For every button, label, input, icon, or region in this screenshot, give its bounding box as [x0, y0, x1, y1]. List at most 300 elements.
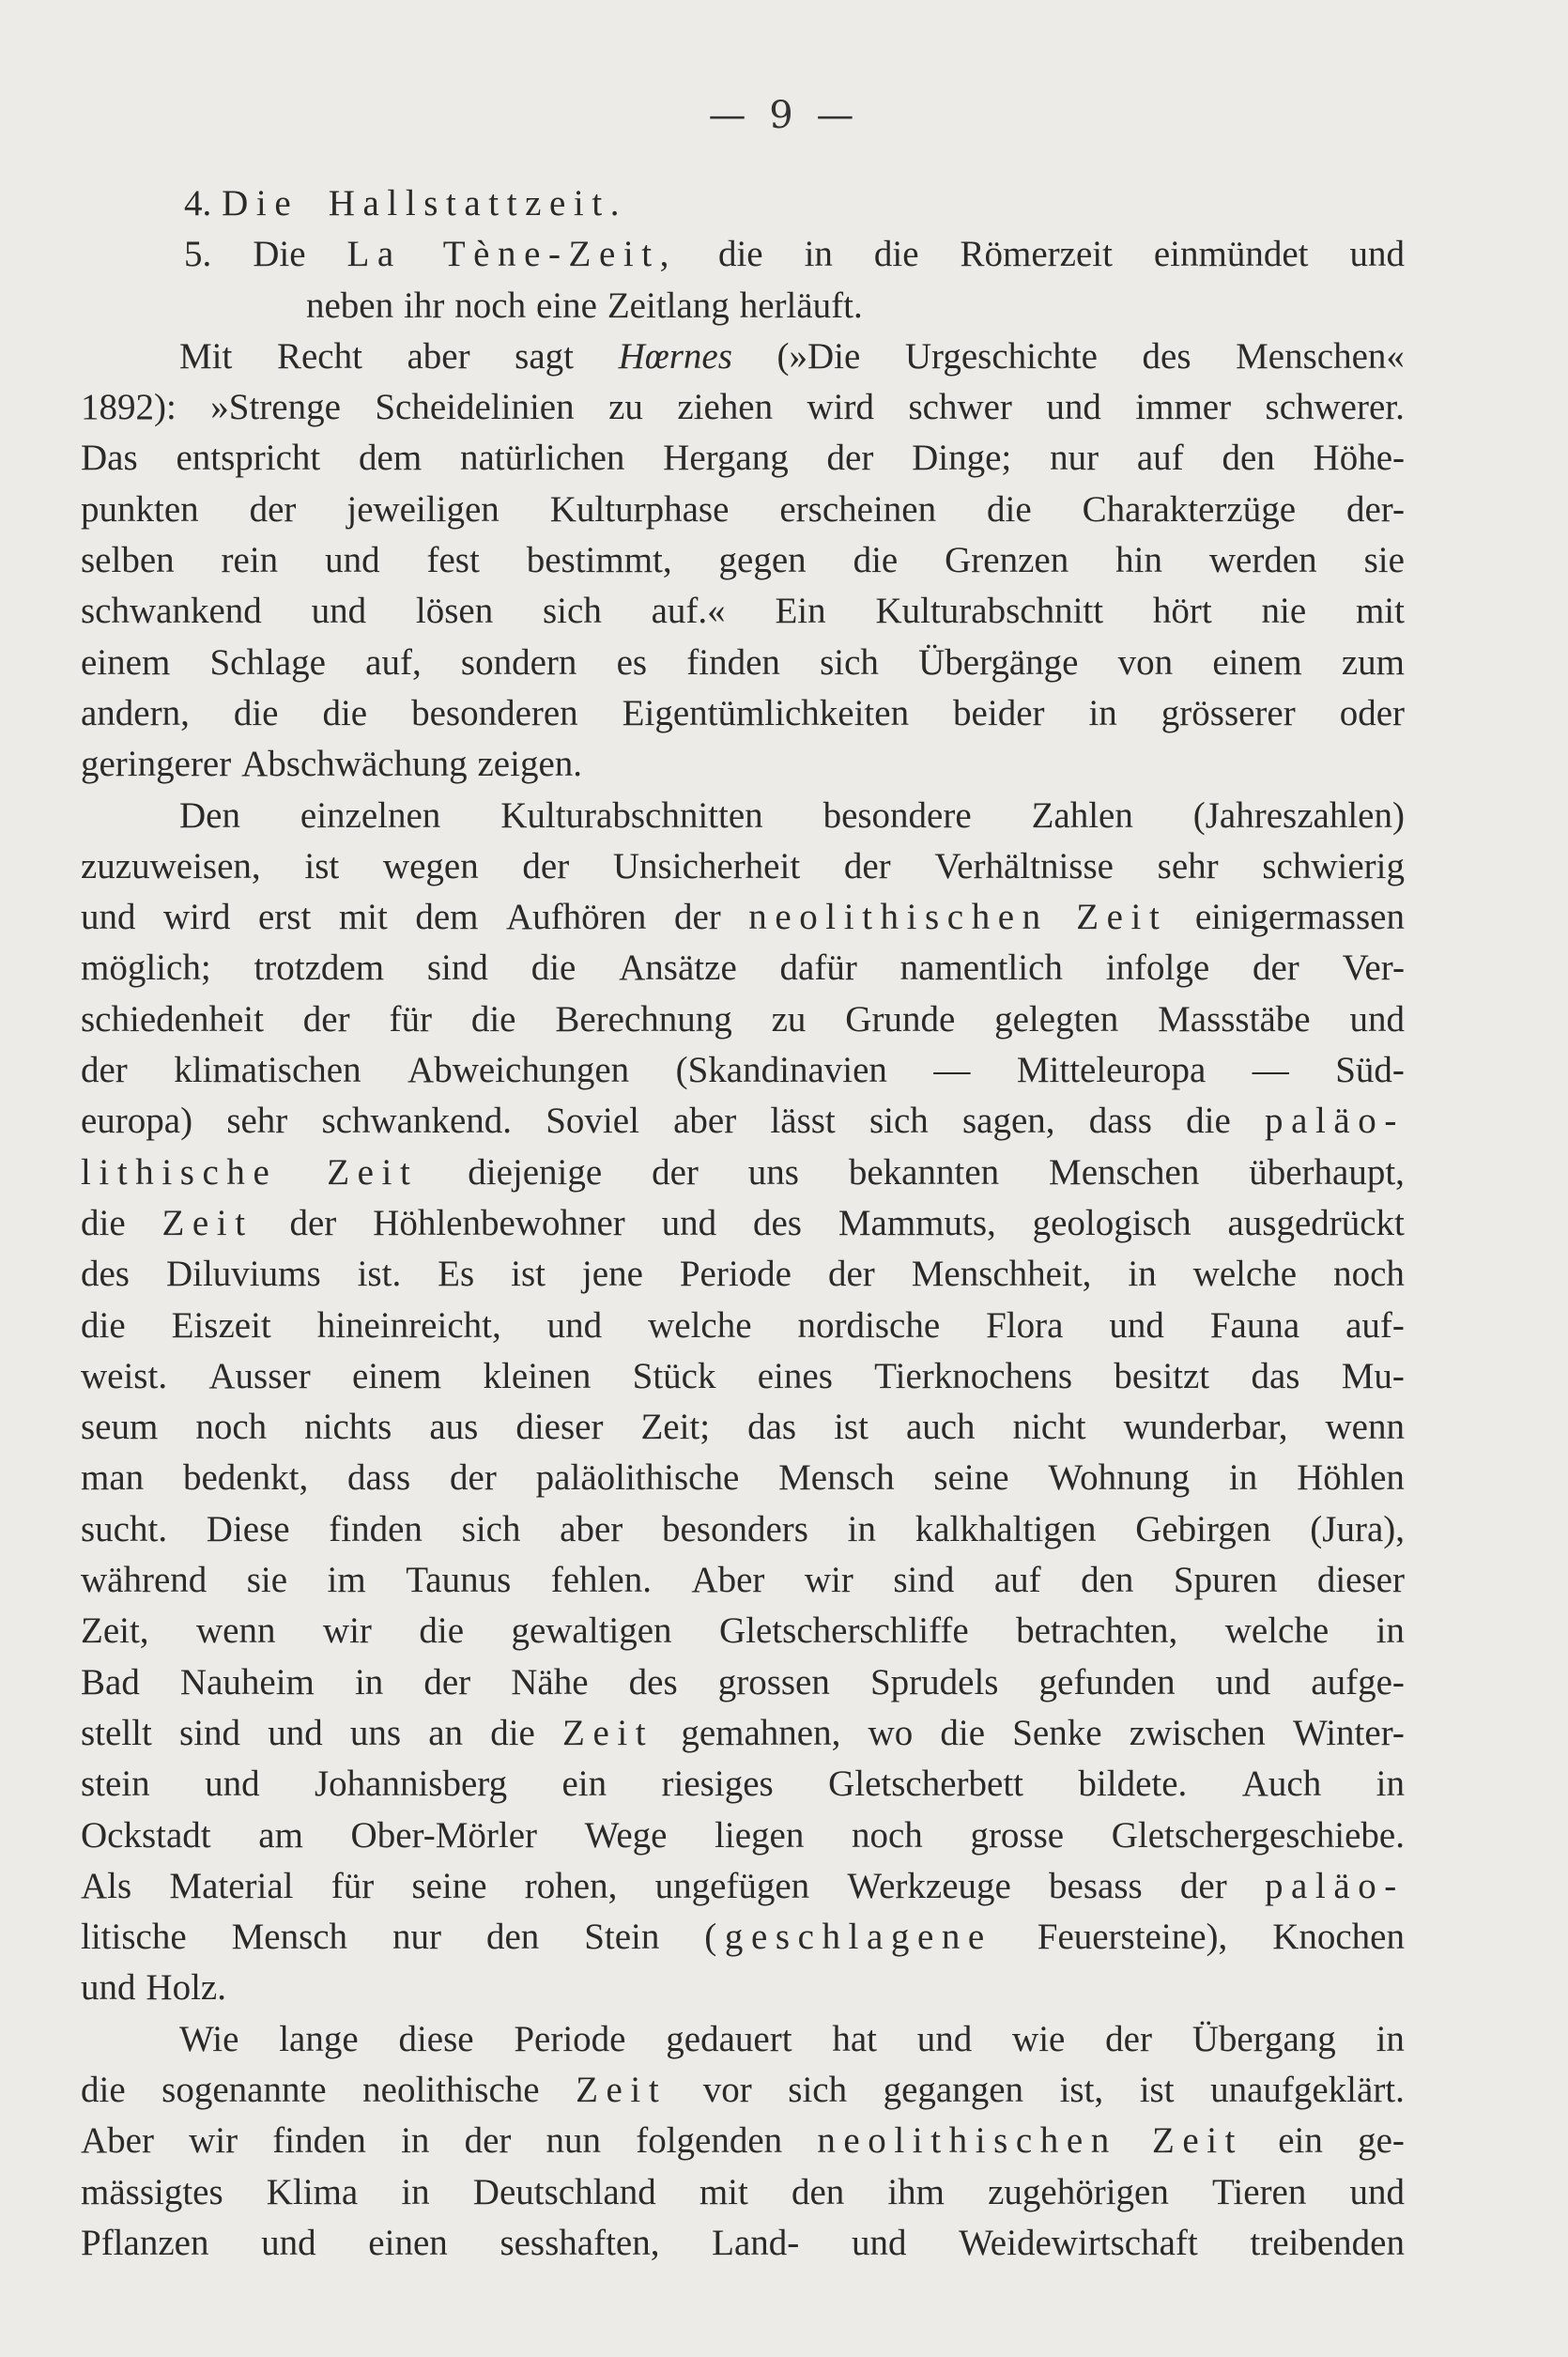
word: nur	[392, 1917, 441, 1958]
word: ziehen	[677, 387, 774, 428]
word: (Jahreszahlen)	[1192, 794, 1405, 836]
word: nie	[1261, 591, 1307, 632]
word: dem	[359, 438, 423, 479]
word: schiedenheit	[81, 998, 264, 1040]
word: Zeit;	[640, 1407, 711, 1448]
word: Berechnung	[555, 998, 732, 1040]
word: Höhlen	[1297, 1457, 1405, 1499]
word: Stück	[632, 1355, 716, 1396]
word: die	[873, 234, 919, 275]
text-line	[81, 2065, 1405, 2116]
word: den	[485, 1917, 540, 1958]
word: besitzt	[1114, 1355, 1210, 1396]
word: noch	[852, 1814, 923, 1856]
word: noch	[1333, 1254, 1405, 1295]
text-line	[81, 638, 1405, 688]
word: in	[847, 1508, 876, 1549]
word: grösserer	[1161, 692, 1296, 733]
text-line	[81, 1148, 1405, 1198]
word: Zeit	[327, 1151, 419, 1193]
word: Periode	[679, 1254, 792, 1295]
word: Wege	[584, 1814, 668, 1856]
word: Land-	[712, 2222, 800, 2263]
word: Kulturabschnitten	[500, 794, 763, 836]
word: Scheidelinien	[375, 387, 575, 428]
word: 5.	[184, 234, 212, 275]
word: auf	[1136, 438, 1184, 479]
word: schwer	[908, 387, 1012, 428]
word: Eigentümlichkeiten	[622, 692, 910, 733]
word: welche	[1224, 1610, 1330, 1652]
text-line	[81, 1402, 1405, 1453]
word: Abweichungen	[407, 1050, 630, 1091]
word: ihm	[887, 2171, 945, 2212]
word: Holz.	[146, 1967, 226, 2009]
word: überhaupt,	[1249, 1151, 1405, 1193]
word: Höhlenbewohner	[373, 1202, 625, 1243]
word: Eiszeit	[171, 1304, 271, 1346]
word: Senke	[1012, 1712, 1102, 1753]
word: der	[81, 1050, 128, 1091]
word: neben	[306, 285, 394, 326]
word: Pflanzen	[81, 2222, 209, 2263]
word: Spuren	[1173, 1560, 1278, 1601]
text-line	[81, 841, 1405, 892]
word: am	[258, 1814, 303, 1856]
word: auf,	[365, 641, 422, 683]
word: Winter-	[1292, 1712, 1405, 1753]
word: rein	[221, 540, 279, 581]
text-line	[81, 281, 1405, 331]
word: neolithische	[362, 2069, 540, 2110]
word: an	[428, 1712, 464, 1753]
word: Hallstattzeit.	[328, 183, 628, 223]
word: finden	[272, 2120, 366, 2162]
word: herläuft.	[739, 285, 863, 326]
word: schwerer.	[1265, 387, 1405, 428]
word: fehlen.	[550, 1560, 652, 1601]
text-line	[81, 2218, 1405, 2269]
word: Diluviums	[165, 1254, 321, 1295]
word: Knochen	[1272, 1917, 1405, 1958]
word: Menschheit,	[911, 1254, 1092, 1295]
word: in	[1088, 692, 1117, 733]
word: einem	[81, 641, 171, 683]
text-line	[81, 586, 1405, 637]
text-line	[81, 229, 1405, 280]
word: andern,	[81, 692, 190, 733]
word: hat	[832, 2018, 877, 2059]
word: Mammuts,	[838, 1202, 996, 1243]
word: den	[1081, 1560, 1134, 1601]
word: wir	[189, 2120, 238, 2162]
word: immer	[1135, 387, 1232, 428]
word: Unsicherheit	[612, 845, 801, 886]
word: gewaltigen	[511, 1610, 672, 1652]
word: schwankend	[81, 591, 262, 632]
word: und	[81, 1967, 136, 2009]
word: die	[940, 1712, 986, 1753]
word: wo	[868, 1712, 914, 1753]
word: der-	[1345, 488, 1405, 530]
word: ist	[1139, 2069, 1175, 2110]
word: ihr	[404, 285, 445, 326]
word: das	[747, 1407, 797, 1448]
word: mit	[338, 897, 388, 938]
word: nicht	[1012, 1407, 1086, 1448]
word: schwankend.	[321, 1101, 513, 1142]
word: Übergänge	[918, 641, 1079, 683]
word: Zeit	[161, 1202, 254, 1243]
word: sie	[246, 1560, 288, 1601]
word: (geschlagene	[704, 1917, 992, 1958]
word: und	[81, 897, 136, 938]
word: Gebirgen	[1135, 1508, 1271, 1549]
word: betrachten,	[1016, 1610, 1178, 1652]
word: die	[233, 692, 279, 733]
word: die	[717, 234, 763, 275]
word: besonderen	[411, 692, 578, 733]
word: uns	[747, 1151, 799, 1193]
word: der	[423, 1661, 471, 1702]
word: paläo-	[1265, 1101, 1405, 1142]
word: Urgeschichte	[904, 335, 1098, 377]
word: das	[1251, 1355, 1300, 1396]
word: Wie	[179, 2018, 239, 2059]
word: eine	[535, 285, 597, 326]
text-line	[81, 535, 1405, 586]
word: in	[354, 1661, 384, 1702]
word: besonders	[661, 1508, 808, 1549]
word: grosse	[970, 1814, 1065, 1856]
word: gefunden	[1038, 1661, 1176, 1702]
word: auf.«	[651, 591, 726, 632]
text-line	[81, 1198, 1405, 1249]
word: der	[1105, 2018, 1152, 2059]
word: ausgedrückt	[1227, 1202, 1405, 1243]
word: Zeit	[576, 2069, 668, 2110]
word: wird	[807, 387, 875, 428]
word: bekannten	[848, 1151, 1000, 1193]
word: Mensch	[778, 1457, 895, 1499]
word: in	[401, 2171, 430, 2212]
word: ein	[561, 1764, 607, 1805]
text-line	[81, 1555, 1405, 1606]
word: finden	[686, 641, 780, 683]
word: unaufgeklärt.	[1210, 2069, 1405, 2110]
word: vor	[702, 2069, 752, 2110]
word: und	[851, 2222, 907, 2263]
word: seine	[933, 1457, 1009, 1499]
word: mit	[699, 2171, 748, 2212]
word: Mu-	[1341, 1355, 1405, 1396]
word: ist	[834, 1407, 869, 1448]
text-line	[81, 331, 1405, 382]
text-line	[81, 1657, 1405, 1708]
word: Werkzeuge	[847, 1865, 1011, 1906]
word: hört	[1152, 591, 1212, 632]
word: man	[81, 1457, 145, 1499]
word: besondere	[822, 794, 972, 836]
word: gelegten	[994, 998, 1119, 1040]
word: der	[522, 845, 570, 886]
word: klimatischen	[174, 1050, 361, 1091]
word: nur	[1050, 438, 1099, 479]
word: paläolithische	[535, 1457, 740, 1499]
word: Zeit	[1076, 897, 1168, 938]
word: die	[322, 692, 368, 733]
word: sich	[543, 591, 602, 632]
word: und	[261, 2222, 316, 2263]
word: die	[81, 1202, 126, 1243]
word: die	[81, 2069, 126, 2110]
word: ist	[304, 845, 340, 886]
word: weist.	[81, 1355, 168, 1396]
word: bedenkt,	[182, 1457, 309, 1499]
word: diejenige	[468, 1151, 603, 1193]
word: gemahnen,	[681, 1712, 841, 1753]
word: die	[853, 540, 899, 581]
word: wegen	[382, 845, 479, 886]
word: Gletscherbett	[828, 1764, 1024, 1805]
word: die	[1186, 1101, 1231, 1142]
word: der	[302, 998, 350, 1040]
word: Abschwächung	[241, 744, 468, 785]
word: den	[1222, 438, 1275, 479]
word: der	[249, 488, 297, 530]
word: Es	[438, 1254, 475, 1295]
word: Grunde	[845, 998, 956, 1040]
word: und	[268, 1712, 323, 1753]
word: dieser	[515, 1407, 604, 1448]
word: Höhe-	[1313, 438, 1405, 479]
text-line	[81, 1708, 1405, 1759]
word: einzelnen	[300, 794, 441, 836]
word: bildete.	[1078, 1764, 1188, 1805]
word: sich	[788, 2069, 848, 2110]
word: Deutschland	[472, 2171, 656, 2212]
word: Aber	[81, 2120, 154, 2162]
word: Tieren	[1211, 2171, 1307, 2212]
word: Ein	[775, 591, 826, 632]
word: der	[673, 897, 721, 938]
text-line	[81, 892, 1405, 943]
word: Mit	[179, 335, 233, 377]
text-line	[81, 433, 1405, 484]
word: wunderbar,	[1123, 1407, 1288, 1448]
text-line	[81, 1810, 1405, 1861]
text-line	[81, 943, 1405, 994]
word: Soviel	[546, 1101, 639, 1142]
word: dass	[1088, 1101, 1152, 1142]
word: und	[205, 1764, 260, 1805]
word: ist,	[1059, 2069, 1104, 2110]
word: und	[325, 540, 380, 581]
word: in	[1376, 1764, 1405, 1805]
word: sagt	[515, 335, 574, 377]
word: zu	[771, 998, 807, 1040]
page-number: — 9 —	[708, 94, 860, 137]
word: Hœrnes	[618, 335, 732, 377]
word: für	[331, 1865, 375, 1906]
word: Aufhören	[505, 897, 647, 938]
word: —	[933, 1050, 971, 1091]
word: zum	[1341, 641, 1405, 683]
word: grossen	[717, 1661, 830, 1702]
word: (»Die	[776, 335, 861, 377]
word: und	[1349, 2171, 1405, 2212]
word: Als	[81, 1865, 132, 1906]
word: und	[1349, 998, 1405, 1040]
word: Zeit	[1151, 2120, 1244, 2162]
word: der	[652, 1151, 699, 1193]
word: sich	[461, 1508, 521, 1549]
word: Menschen	[1049, 1151, 1200, 1193]
word: seine	[411, 1865, 487, 1906]
word: Fauna	[1209, 1304, 1300, 1346]
text-line	[81, 2167, 1405, 2218]
word: und	[1109, 1304, 1164, 1346]
word: auch	[905, 1407, 976, 1448]
word: im	[327, 1560, 366, 1601]
word: gegen	[718, 540, 807, 581]
word: bestimmt,	[526, 540, 672, 581]
word: und	[546, 1304, 603, 1346]
word: beider	[953, 692, 1045, 733]
word: Zeitlang	[607, 285, 730, 326]
text-line	[81, 2014, 1405, 2065]
word: oder	[1339, 692, 1405, 733]
word: und	[311, 591, 367, 632]
word: die	[987, 488, 1032, 530]
word: in	[1228, 1457, 1258, 1499]
word: noch	[195, 1407, 268, 1448]
word: Schlage	[209, 641, 326, 683]
word: namentlich	[899, 947, 1063, 989]
word: einem	[351, 1355, 442, 1396]
word: der	[450, 1457, 497, 1499]
word: Kulturphase	[549, 488, 730, 530]
word: sehr	[1157, 845, 1219, 886]
word: Tierknochens	[874, 1355, 1073, 1396]
word: Zahlen	[1031, 794, 1133, 836]
word: Bad	[81, 1661, 140, 1702]
word: kalkhaltigen	[915, 1508, 1097, 1549]
word: der	[464, 2120, 512, 2162]
word: und	[916, 2018, 973, 2059]
word: entspricht	[176, 438, 321, 479]
word: dafür	[779, 947, 857, 989]
word: wie	[1012, 2018, 1066, 2059]
word: die	[81, 1304, 126, 1346]
word: aber	[673, 1101, 737, 1142]
text-line	[81, 1861, 1405, 1912]
text-line	[81, 994, 1405, 1045]
text-line	[81, 1759, 1405, 1810]
word: möglich;	[81, 947, 211, 989]
word: riesiges	[661, 1764, 774, 1805]
word: eines	[757, 1355, 833, 1396]
word: es	[616, 641, 648, 683]
word: Menschen«	[1236, 335, 1405, 377]
word: Süd-	[1335, 1050, 1405, 1091]
word: lange	[279, 2018, 359, 2059]
word: zugehörigen	[988, 2171, 1169, 2212]
word: Die	[222, 183, 300, 223]
word: fest	[426, 540, 480, 581]
word: von	[1117, 641, 1174, 683]
word: sagen,	[962, 1101, 1055, 1142]
word: nichts	[304, 1407, 392, 1448]
word: wenn	[1325, 1407, 1405, 1448]
word: der	[289, 1202, 337, 1243]
word: gegangen	[883, 2069, 1024, 2110]
word: uns	[349, 1712, 402, 1753]
word: in	[804, 234, 833, 275]
word: lösen	[415, 591, 494, 632]
word: neolithischen	[748, 897, 1049, 938]
word: Charakterzüge	[1082, 488, 1297, 530]
text-line	[81, 688, 1405, 739]
word: während	[81, 1560, 208, 1601]
word: mit	[1355, 591, 1405, 632]
word: wird	[163, 897, 231, 938]
word: der	[1179, 1865, 1227, 1906]
word: ist.	[357, 1254, 402, 1295]
word: Johannisberg	[314, 1764, 508, 1805]
word: Grenzen	[945, 540, 1069, 581]
word: Diese	[206, 1508, 290, 1549]
word: und	[1215, 1661, 1271, 1702]
word: Ober-Mörler	[350, 1814, 538, 1856]
word: Ver-	[1342, 947, 1405, 989]
word: einigermassen	[1194, 897, 1405, 938]
word: europa)	[81, 1101, 193, 1142]
word: stellt	[81, 1712, 152, 1753]
text-line	[81, 1606, 1405, 1656]
text-line	[81, 485, 1405, 535]
word: ein	[1278, 2120, 1323, 2162]
word: die	[490, 1712, 535, 1753]
word: sesshaften,	[500, 2222, 660, 2263]
word: sogenannte	[161, 2069, 327, 2110]
word: einem	[1212, 641, 1302, 683]
word: die	[530, 947, 576, 989]
word: und	[661, 1202, 717, 1243]
word: —	[1252, 1050, 1289, 1091]
word: sind	[426, 947, 488, 989]
word: hineinreicht,	[316, 1304, 501, 1346]
word: lithische	[81, 1151, 278, 1193]
word: in	[401, 2120, 430, 2162]
text-line	[81, 1453, 1405, 1503]
word: der	[827, 1254, 875, 1295]
word: welche	[1192, 1254, 1298, 1295]
word: folgenden	[636, 2120, 783, 2162]
word: Die	[253, 234, 306, 275]
word: sich	[820, 641, 879, 683]
word: rohen,	[524, 1865, 618, 1906]
word: auf-	[1345, 1304, 1405, 1346]
word: nun	[546, 2120, 602, 2162]
word: Recht	[276, 335, 362, 377]
word: Ausser	[208, 1355, 311, 1396]
text-line	[81, 1301, 1405, 1351]
word: aber	[407, 335, 470, 377]
word: 4.	[184, 183, 212, 223]
word: in	[1128, 1254, 1157, 1295]
text-line	[81, 1912, 1405, 1963]
